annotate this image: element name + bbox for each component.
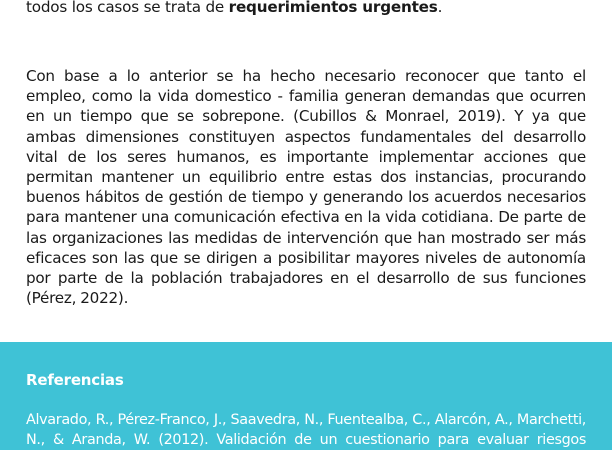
reference-entry: Alvarado, R., Pérez-Franco, J., Saavedra, N., Fuentealba, C., Alarcón, A., Marchetti, N., & Aranda, W. (2012). Validación de un cuestionario para evaluar riesgos psicosociales bbox=[26, 412, 586, 468]
intro-line bbox=[26, 0, 586, 18]
intro-suffix: . bbox=[437, 0, 443, 16]
references-heading: Referencias bbox=[26, 371, 124, 389]
intro-prefix: todos los casos se trata de bbox=[26, 0, 229, 16]
body-paragraph: Con base a lo anterior se ha hecho necesario reconocer que tanto el empleo, como la vida domestico - familia generan demandas que ocurren en un tiempo que se sobrepone. (Cubillos & Monrael, 2019). Y ya que ambas dimensiones constituyen aspectos fundamentales del desarrollo vital de los seres humanos, es importante implementar acciones que permitan mantener un equilibrio entre estas dos instancias, procurando buenos hábitos de gestión de tiempo y generando los acuerdos necesarios para mantener una comunicación efectiva en la vida cotidiana. De parte de las organizaciones las medidas de intervención que han mostrado ser más eficaces son las que se dirigen a posibilitar mayores niveles de autonomía por parte de la población trabajadores en el desarrollo de sus funciones (Pérez, 2022). bbox=[26, 67, 586, 308]
intro-bold-phrase: requerimientos urgentes bbox=[228, 0, 438, 16]
